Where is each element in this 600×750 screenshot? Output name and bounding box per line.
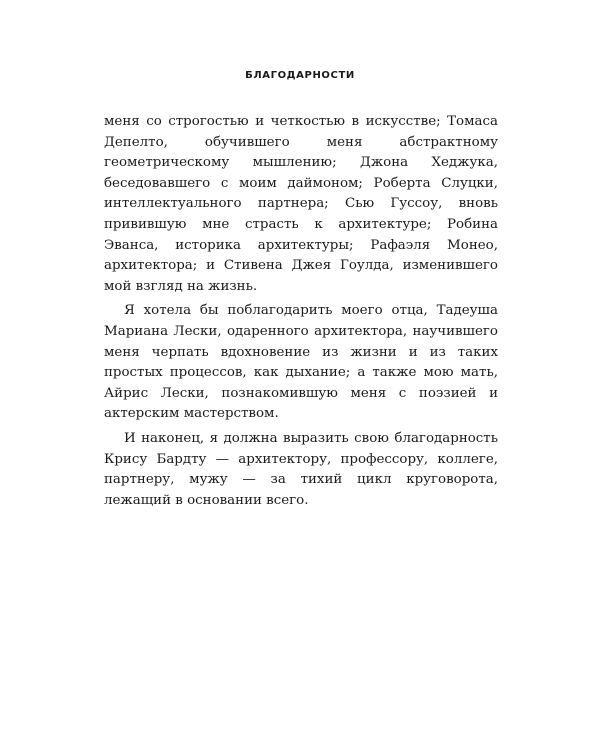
- running-head-title: БЛАГОДАРНОСТИ: [245, 70, 355, 81]
- paragraph-continued: меня со строгостью и четкостью в искусстве; Томаса Депелто, обучившего меня абстрактному геометрическому мышлению; Джона Хеджука, беседовавшего с моим даймоном; Роберта Слуцки, интеллектуального партнера; Сью Гуссоу, вновь привившую мне страсть к архитектуре; Робина Эванса, историка архитектуры; Рафаэля Монео, архитектора; и Стивена Джея Гоулда, изменившего мой взгляд на жизнь.: [104, 114, 498, 294]
- paragraph-husband: И наконец, я должна выразить свою благодарность Крису Бардту — архитектору, профессору, коллеге, партнеру, мужу — за тихий цикл круговорота, лежащий в основании всего.: [104, 430, 498, 508]
- body-text: [104, 112, 498, 515]
- paragraph-father: Я хотела бы поблагодарить моего отца, Тадеуша Мариана Лески, одаренного архитектора, научившего меня черпать вдохновение из жизни и из таких простых процессов, как дыхание; а также мою мать, Айрис Лески, познакомившую меня с поэзией и актерским мастерством.: [104, 303, 498, 422]
